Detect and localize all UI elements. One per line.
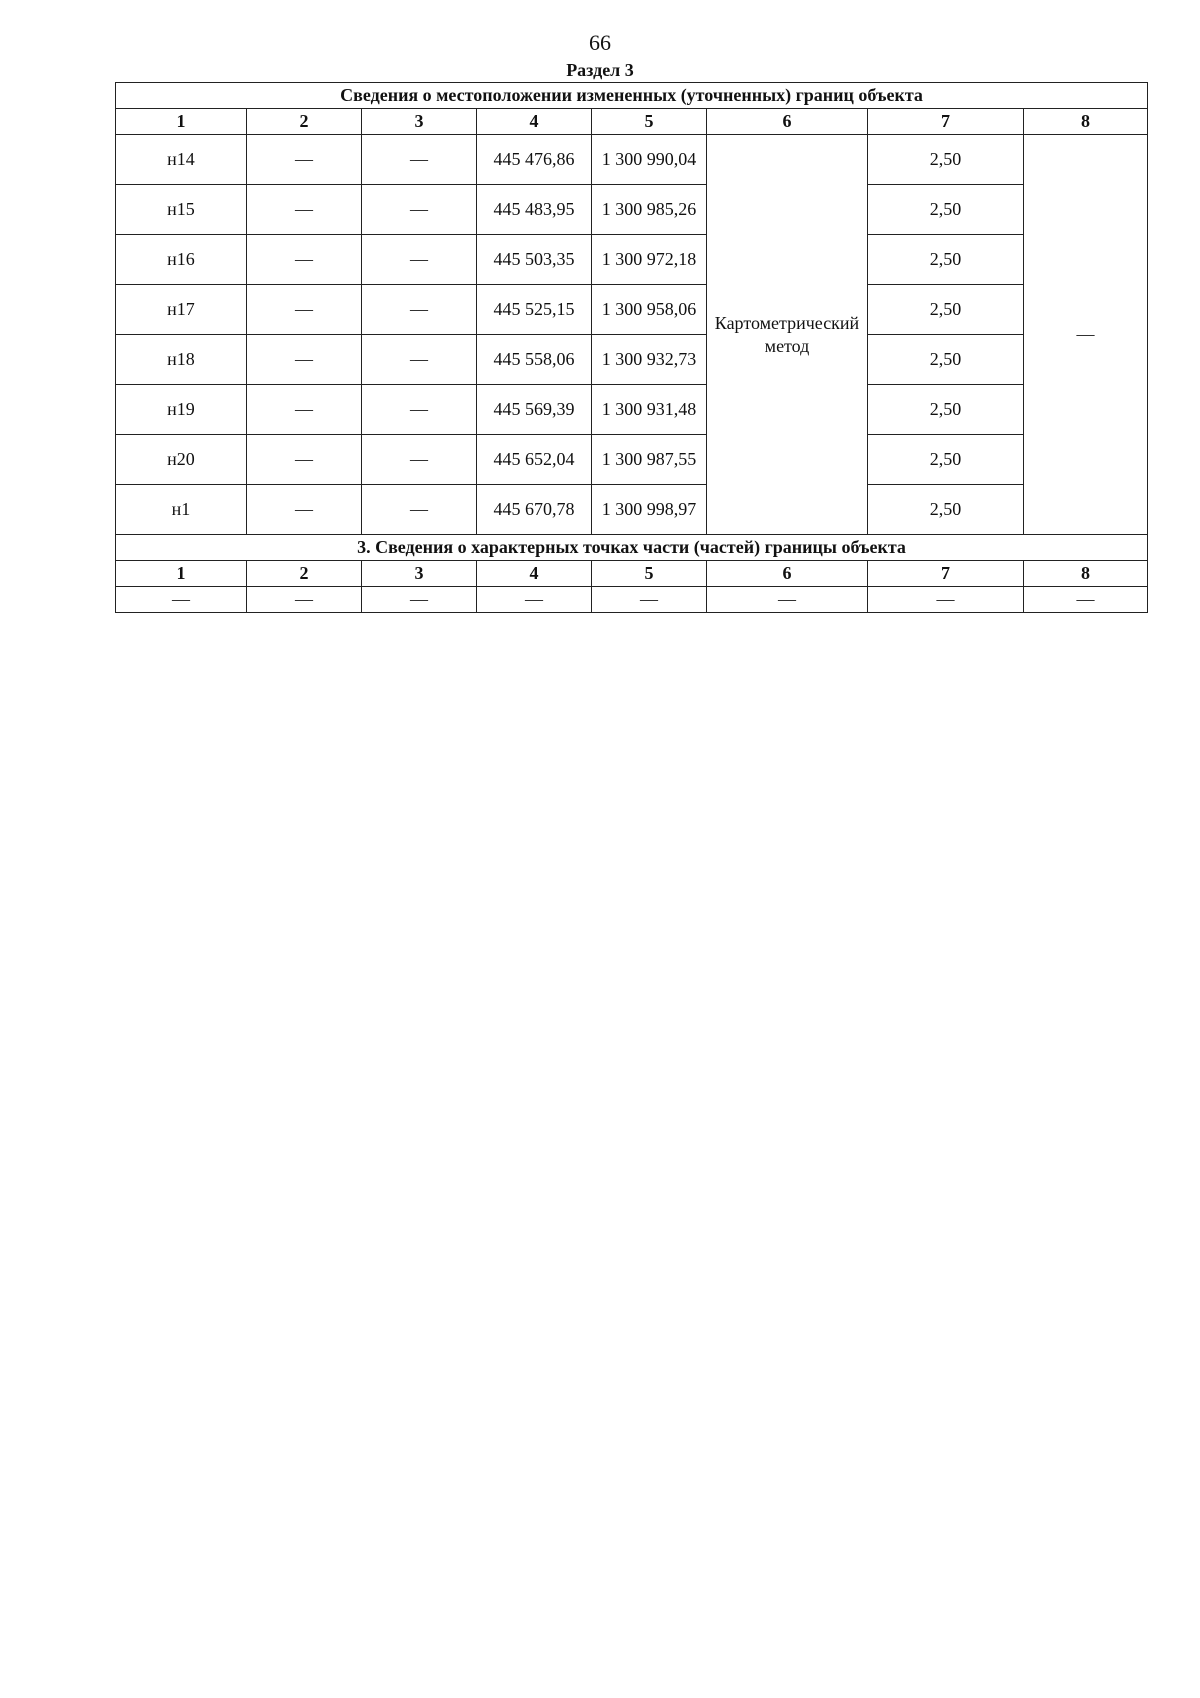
table2-title: 3. Сведения о характерных точках части (частей) границы объекта	[116, 535, 1148, 561]
dash-cell: —	[362, 185, 477, 235]
point-label: н18	[116, 335, 247, 385]
dash-cell: —	[247, 587, 362, 613]
column-number: 2	[247, 109, 362, 135]
coordinate-x: 445 476,86	[477, 135, 592, 185]
coordinate-x: 445 569,39	[477, 385, 592, 435]
column-number: 8	[1024, 561, 1148, 587]
table-row	[116, 385, 1148, 435]
column-number: 3	[362, 109, 477, 135]
dash-cell: —	[247, 385, 362, 435]
coordinate-y: 1 300 990,04	[592, 135, 707, 185]
table-row	[116, 485, 1148, 535]
dash-cell: —	[362, 435, 477, 485]
coordinates-table	[115, 82, 1148, 613]
point-label: н15	[116, 185, 247, 235]
dash-cell: —	[362, 235, 477, 285]
precision-value: 2,50	[868, 335, 1024, 385]
precision-value: 2,50	[868, 135, 1024, 185]
point-label: н16	[116, 235, 247, 285]
dash-cell: —	[247, 485, 362, 535]
dash-cell: —	[247, 135, 362, 185]
column8-cell: —	[1024, 135, 1148, 535]
precision-value: 2,50	[868, 235, 1024, 285]
dash-cell: —	[247, 285, 362, 335]
coordinate-x: 445 558,06	[477, 335, 592, 385]
table-row	[116, 185, 1148, 235]
coordinate-y: 1 300 972,18	[592, 235, 707, 285]
dash-cell: —	[1024, 587, 1148, 613]
page-number: 66	[589, 30, 611, 55]
table-row	[116, 587, 1148, 613]
dash-cell: —	[362, 485, 477, 535]
dash-cell: —	[868, 587, 1024, 613]
coordinate-y: 1 300 987,55	[592, 435, 707, 485]
point-label: н14	[116, 135, 247, 185]
coordinate-x: 445 652,04	[477, 435, 592, 485]
dash-cell: —	[247, 435, 362, 485]
precision-value: 2,50	[868, 385, 1024, 435]
dash-cell: —	[362, 135, 477, 185]
coordinate-x: 445 670,78	[477, 485, 592, 535]
table-row	[116, 435, 1148, 485]
coordinate-y: 1 300 998,97	[592, 485, 707, 535]
dash-cell: —	[592, 587, 707, 613]
column-number: 3	[362, 561, 477, 587]
coordinate-y: 1 300 985,26	[592, 185, 707, 235]
coordinate-x: 445 503,35	[477, 235, 592, 285]
precision-value: 2,50	[868, 285, 1024, 335]
column-number: 1	[116, 561, 247, 587]
coordinate-x: 445 525,15	[477, 285, 592, 335]
dash-cell: —	[362, 587, 477, 613]
column-number: 5	[592, 561, 707, 587]
point-label: н1	[116, 485, 247, 535]
column-number: 4	[477, 561, 592, 587]
dash-cell: —	[362, 285, 477, 335]
precision-value: 2,50	[868, 435, 1024, 485]
column-number: 6	[707, 561, 868, 587]
dash-cell: —	[247, 335, 362, 385]
point-label: н19	[116, 385, 247, 435]
section-title: Раздел 3	[566, 60, 634, 80]
point-label: н20	[116, 435, 247, 485]
column-number: 8	[1024, 109, 1148, 135]
column-number: 6	[707, 109, 868, 135]
precision-value: 2,50	[868, 185, 1024, 235]
method-cell: Картометрический метод	[707, 135, 868, 535]
dash-cell: —	[116, 587, 247, 613]
dash-cell: —	[707, 587, 868, 613]
table1-title: Сведения о местоположении измененных (уточненных) границ объекта	[116, 83, 1148, 109]
column-number: 4	[477, 109, 592, 135]
column-number: 1	[116, 109, 247, 135]
column-number: 5	[592, 109, 707, 135]
coordinate-y: 1 300 931,48	[592, 385, 707, 435]
table-row	[116, 285, 1148, 335]
column-number: 7	[868, 561, 1024, 587]
dash-cell: —	[362, 385, 477, 435]
coordinate-x: 445 483,95	[477, 185, 592, 235]
table-row	[116, 235, 1148, 285]
coordinate-y: 1 300 958,06	[592, 285, 707, 335]
table-body	[116, 83, 1148, 613]
dash-cell: —	[362, 335, 477, 385]
dash-cell: —	[477, 587, 592, 613]
dash-cell: —	[247, 185, 362, 235]
column-number: 2	[247, 561, 362, 587]
precision-value: 2,50	[868, 485, 1024, 535]
table-row	[116, 335, 1148, 385]
point-label: н17	[116, 285, 247, 335]
table-row	[116, 135, 1148, 185]
coordinate-y: 1 300 932,73	[592, 335, 707, 385]
dash-cell: —	[247, 235, 362, 285]
column-number: 7	[868, 109, 1024, 135]
